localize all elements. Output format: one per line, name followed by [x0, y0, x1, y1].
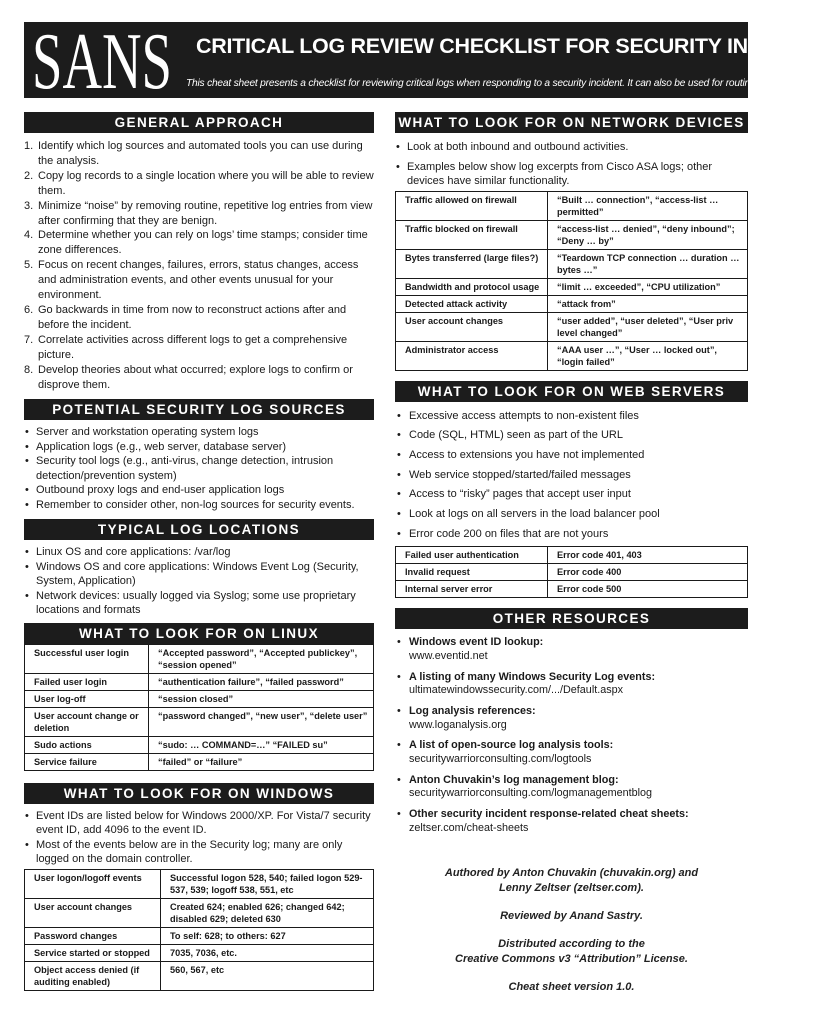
table-row: Object access denied (if auditing enabled) 560, 567, etc — [25, 961, 374, 990]
table-row: User logon/logoff events Successful logon 528, 540; failed logon 529-537, 539; logoff 538, 551, etc — [25, 869, 374, 898]
list-item: • Remember to consider other, non-log sources for security events. — [25, 498, 355, 511]
list-item: • Network devices: usually logged via Syslog; some use proprietary locations and formats — [25, 589, 356, 617]
authored-by-line-1: Authored by Anton Chuvakin (chuvakin.org) and — [444, 867, 699, 879]
resource-link[interactable]: securitywarriorconsulting.com/logmanagementblog — [409, 787, 653, 800]
list-item: 4. Determine whether you can rely on logs’ time stamps; consider time zone differences. — [24, 229, 368, 257]
table-row: User account change or deletion “password changed”, “new user”, “delete user” — [25, 707, 374, 736]
table-row: Failed user authentication Error code 401, 403 — [396, 547, 748, 564]
table-row: Administrator access “AAA user …”, “User … locked out”, “login failed” — [396, 341, 748, 370]
list-item: 1. Identify which log sources and automated tools you can use during the analysis. — [24, 140, 363, 167]
list-item: • Linux OS and core applications: /var/log — [25, 546, 231, 559]
version-line: Cheat sheet version 1.0. — [508, 981, 635, 993]
web-servers-heading: WHAT TO LOOK FOR ON WEB SERVERS — [395, 381, 748, 402]
network-notes-list — [395, 140, 748, 189]
linux-table — [24, 644, 374, 771]
network-table — [395, 191, 748, 371]
other-resources-list — [395, 636, 748, 835]
credits-block — [395, 866, 748, 1008]
table-row: Successful user login “Accepted password”, “Accepted publickey”, “session opened” — [25, 644, 374, 673]
list-item: • Event IDs are listed below for Windows 2000/XP. For Vista/7 security event ID, add 4096 to the event ID. — [25, 809, 371, 837]
general-approach-list — [24, 139, 374, 392]
sans-logo-text: SANS — [32, 18, 172, 106]
table-row: Service failure “failed” or “failure” — [25, 753, 374, 770]
list-item: • Access to “risky” pages that accept user input — [397, 488, 631, 501]
table-row: Password changes To self: 628; to others: 627 — [25, 927, 374, 944]
windows-table — [24, 869, 374, 991]
list-item: • Look at logs on all servers in the load balancer pool — [397, 507, 660, 520]
log-locations-heading: TYPICAL LOG LOCATIONS — [24, 519, 374, 540]
list-item: • Outbound proxy logs and end-user application logs — [25, 484, 285, 497]
list-item: • Log analysis references: www.loganalysis.org — [395, 705, 748, 732]
license-line-1: Distributed according to the — [498, 938, 645, 950]
log-locations-list — [24, 545, 374, 618]
resource-link[interactable]: ultimatewindowssecurity.com/.../Default.aspx — [409, 684, 624, 697]
list-item: • Look at both inbound and outbound activities. — [396, 141, 629, 153]
list-item: • Code (SQL, HTML) seen as part of the URL — [397, 429, 623, 442]
list-item: 3. Minimize “noise” by removing routine, repetitive log entries from view after confirming that they are benign. — [24, 199, 373, 227]
table-row: Bandwidth and protocol usage “limit … exceeded”, “CPU utilization” — [396, 278, 748, 295]
table-row: Failed user login “authentication failure”, “failed password” — [25, 673, 374, 690]
list-item: • Anton Chuvakin’s log management blog: securitywarriorconsulting.com/logmanagementblog — [395, 774, 748, 801]
linux-heading: WHAT TO LOOK FOR ON LINUX — [24, 623, 374, 644]
table-row: User log-off “session closed” — [25, 690, 374, 707]
list-item: • Windows event ID lookup: www.eventid.net — [395, 636, 748, 663]
license-line-2: Creative Commons v3 “Attribution” License. — [455, 953, 688, 965]
right-column — [395, 112, 748, 843]
sans-logo — [30, 18, 178, 106]
list-item: 7. Correlate activities across different logs to get a comprehensive picture. — [24, 333, 348, 361]
network-devices-heading: WHAT TO LOOK FOR ON NETWORK DEVICES — [395, 112, 748, 133]
page-subtitle: This cheat sheet presents a checklist for reviewing critical logs when responding to a security incident. It can also be used for routine log review. — [186, 78, 805, 89]
list-item: • Excessive access attempts to non-existent files — [397, 409, 639, 422]
list-item: • Examples below show log excerpts from Cisco ASA logs; other devices have similar functionality. — [396, 160, 713, 187]
list-item: • Server and workstation operating system logs — [25, 426, 259, 439]
reviewed-by: Reviewed by Anand Sastry. — [500, 910, 643, 922]
table-row: Detected attack activity “attack from” — [396, 295, 748, 312]
page-title: CRITICAL LOG REVIEW CHECKLIST FOR SECURITY INCIDENTS — [196, 34, 840, 58]
list-item: • Error code 200 on files that are not yours — [397, 527, 609, 540]
table-row: Traffic allowed on firewall “Built … connection”, “access-list … permitted” — [396, 191, 748, 220]
authored-by-line-2: Lenny Zeltser (zeltser.com). — [499, 882, 644, 894]
list-item: • Other security incident response-related cheat sheets: zeltser.com/cheat-sheets — [395, 808, 748, 835]
windows-heading: WHAT TO LOOK FOR ON WINDOWS — [24, 783, 374, 804]
table-row: Service started or stopped 7035, 7036, etc. — [25, 944, 374, 961]
table-row: User account changes Created 624; enabled 626; changed 642; disabled 629; deleted 630 — [25, 898, 374, 927]
list-item: 2. Copy log records to a single location where you will be able to review them. — [24, 169, 374, 197]
list-item: • Access to extensions you have not implemented — [397, 448, 645, 461]
table-row: Invalid request Error code 400 — [396, 564, 748, 581]
log-sources-heading: POTENTIAL SECURITY LOG SOURCES — [24, 399, 374, 420]
list-item: 6. Go backwards in time from now to reconstruct actions after and before the incident. — [24, 303, 347, 331]
table-row: User account changes “user added”, “user deleted”, “User priv level changed” — [396, 312, 748, 341]
resource-link[interactable]: www.eventid.net — [409, 649, 488, 662]
resource-link[interactable]: www.loganalysis.org — [409, 718, 507, 731]
table-row: Internal server error Error code 500 — [396, 581, 748, 598]
table-row: Traffic blocked on firewall “access-list … denied”, “deny inbound”; “Deny … by” — [396, 220, 748, 249]
list-item: • Application logs (e.g., web server, database server) — [25, 440, 287, 453]
other-resources-heading: OTHER RESOURCES — [395, 608, 748, 629]
list-item: 5. Focus on recent changes, failures, errors, status changes, access and administration events, and other events unusual for your environment. — [24, 259, 359, 302]
list-item: 8. Develop theories about what occurred; explore logs to confirm or disprove them. — [24, 363, 353, 391]
web-servers-table — [395, 546, 748, 598]
header-banner — [24, 18, 840, 106]
left-column — [24, 112, 374, 991]
list-item: • Web service stopped/started/failed messages — [397, 468, 631, 481]
web-servers-list — [395, 409, 748, 542]
list-item: • Security tool logs (e.g., anti-virus, change detection, intrusion detection/prevention system) — [25, 455, 334, 482]
table-row: Bytes transferred (large files?) “Teardown TCP connection … duration … bytes …” — [396, 249, 748, 278]
general-approach-heading: GENERAL APPROACH — [24, 112, 374, 133]
list-item: • Windows OS and core applications: Windows Event Log (Security, System, Application) — [25, 560, 359, 588]
resource-link[interactable]: securitywarriorconsulting.com/logtools — [409, 752, 592, 765]
list-item: • A list of open-source log analysis tools: securitywarriorconsulting.com/logtools — [395, 739, 748, 766]
list-item: • Most of the events below are in the Security log; many are only logged on the domain controller. — [25, 838, 343, 866]
table-row: Sudo actions “sudo: … COMMAND=…” “FAILED su” — [25, 736, 374, 753]
windows-notes-list — [24, 809, 374, 867]
resource-link[interactable]: zeltser.com/cheat-sheets — [409, 821, 529, 834]
list-item: • A listing of many Windows Security Log events: ultimatewindowssecurity.com/.../Default.aspx — [395, 671, 748, 698]
log-sources-list — [24, 425, 374, 512]
